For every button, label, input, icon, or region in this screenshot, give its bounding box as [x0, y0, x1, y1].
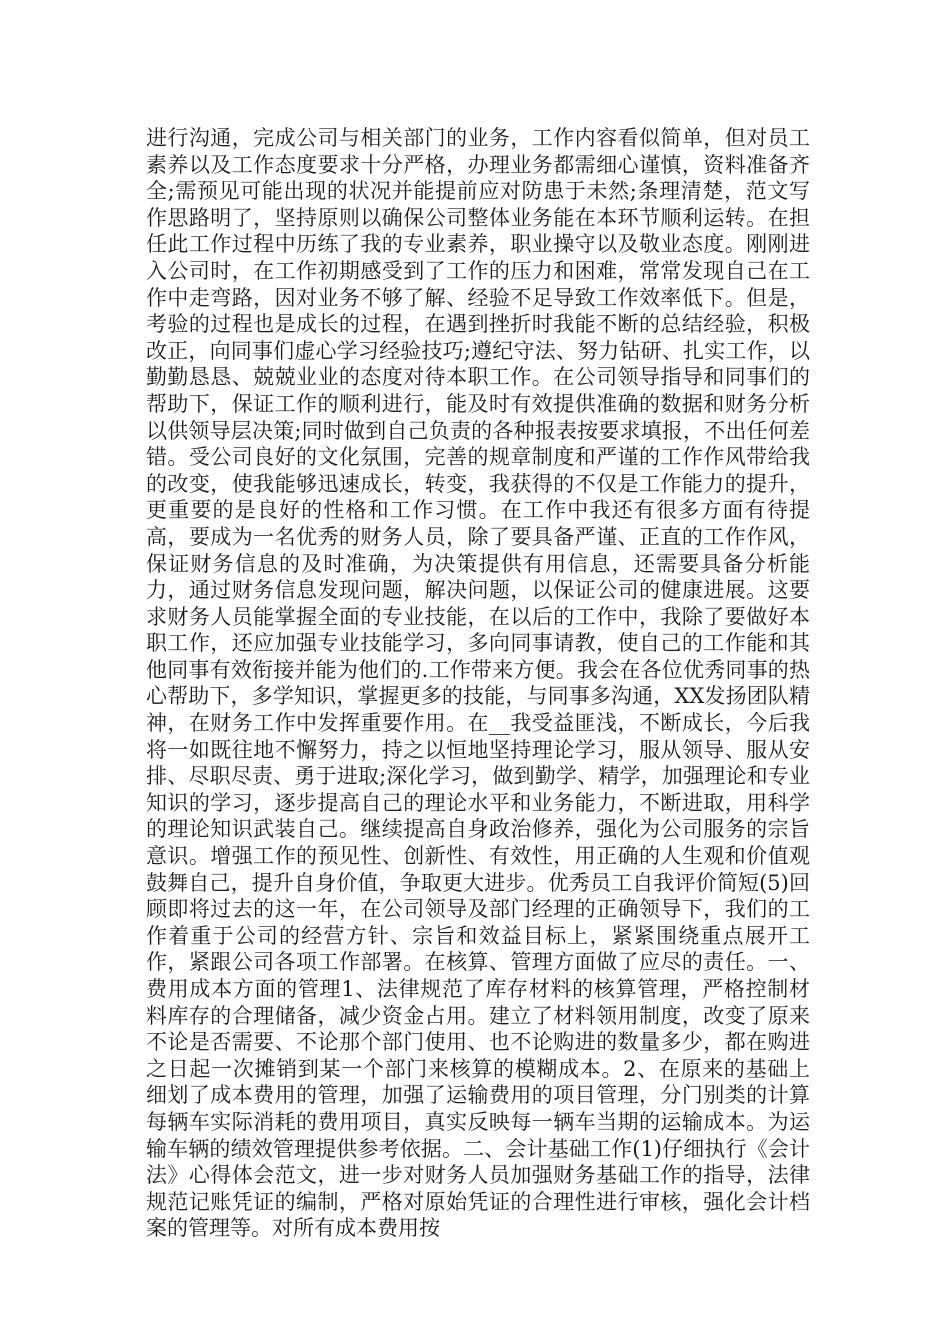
- body-paragraph: 进行沟通，完成公司与相关部门的业务，工作内容看似简单，但对员工素养以及工作态度要求十分严格，办理业务都需细心谨慎，资料准备齐全;需预见可能出现的状况并能提前应对防患于未然;条理清楚，范文写作思路明了，坚持原则以确保公司整体业务能在本环节顺利运转。在担任此工作过程中历练了我的专业素养，职业操守以及敬业态度。刚刚进入公司时，在工作初期感受到了工作的压力和困难，常常发现自己在工作中走弯路，因对业务不够了解、经验不足导致工作效率低下。但是，考验的过程也是成长的过程，在遇到挫折时我能不断的总结经验，积极改正，向同事们虚心学习经验技巧;遵纪守法、努力钻研、扎实工作，以勤勤恳恳、兢兢业业的态度对待本职工作。在公司领导指导和同事们的帮助下，保证工作的顺利进行，能及时有效提供准确的数据和财务分析以供领导层决策;同时做到自己负责的各种报表按要求填报，不出任何差错。受公司良好的文化氛围，完善的规章制度和严谨的工作作风带给我的改变，使我能够迅速成长，转变，我获得的不仅是工作能力的提升，更重要的是良好的性格和工作习惯。在工作中我还有很多方面有待提高，要成为一名优秀的财务人员，除了要具备严谨、正直的工作作风，保证财务信息的及时准确，为决策提供有用信息，还需要具备分析能力，通过财务信息发现问题，解决问题，以保证公司的健康进展。这要求财务人员能掌握全面的专业技能，在以后的工作中，我除了要做好本职工作，还应加强专业技能学习，多向同事请教，使自己的工作能和其他同事有效衔接并能为他们的.工作带来方便。我会在各位优秀同事的热心帮助下，多学知识，掌握更多的技能，与同事多沟通，XX发扬团队精神，在财务工作中发挥重要作用。在__我受益匪浅，不断成长，今后我将一如既往地不懈努力，持之以恒地坚持理论学习，服从领导、服从安排、尽职尽责、勇于进取;深化学习，做到勤学、精学，加强理论和专业知识的学习，逐步提高自己的理论水平和业务能力，不断进取，用科学的理论知识武装自己。继续提高自身政治修养，强化为公司服务的宗旨意识。增强工作的预见性、创新性、有效性，用正确的人生观和价值观鼓舞自己，提升自身价值，争取更大进步。优秀员工自我评价简短(5)回顾即将过去的这一年，在公司领导及部门经理的正确领导下，我们的工作着重于公司的经营方针、宗旨和效益目标上，紧紧围绕重点展开工作，紧跟公司各项工作部署。在核算、管理方面做了应尽的责任。一、费用成本方面的管理1、法律规范了库存材料的核算管理，严格控制材料库存的合理储备，减少资金占用。建立了材料领用制度，改变了原来不论是否需要、不论那个部门使用、也不论购进的数量多少，都在购进之日起一次摊销到某一个部门来核算的模糊成本。2、在原来的基础上细划了成本费用的管理，加强了运输费用的项目管理，分门别类的计算每辆车实际消耗的费用项目，真实反映每一辆车当期的运输成本。为运输车辆的绩效管理提供参考依据。二、会计基础工作(1)仔细执行《会计法》心得体会范文，进一步对财务人员加强财务基础工作的指导，法律规范记账凭证的编制，严格对原始凭证的合理性进行审核，强化会计档案的管理等。对所有成本费用按: [146, 126, 810, 1241]
